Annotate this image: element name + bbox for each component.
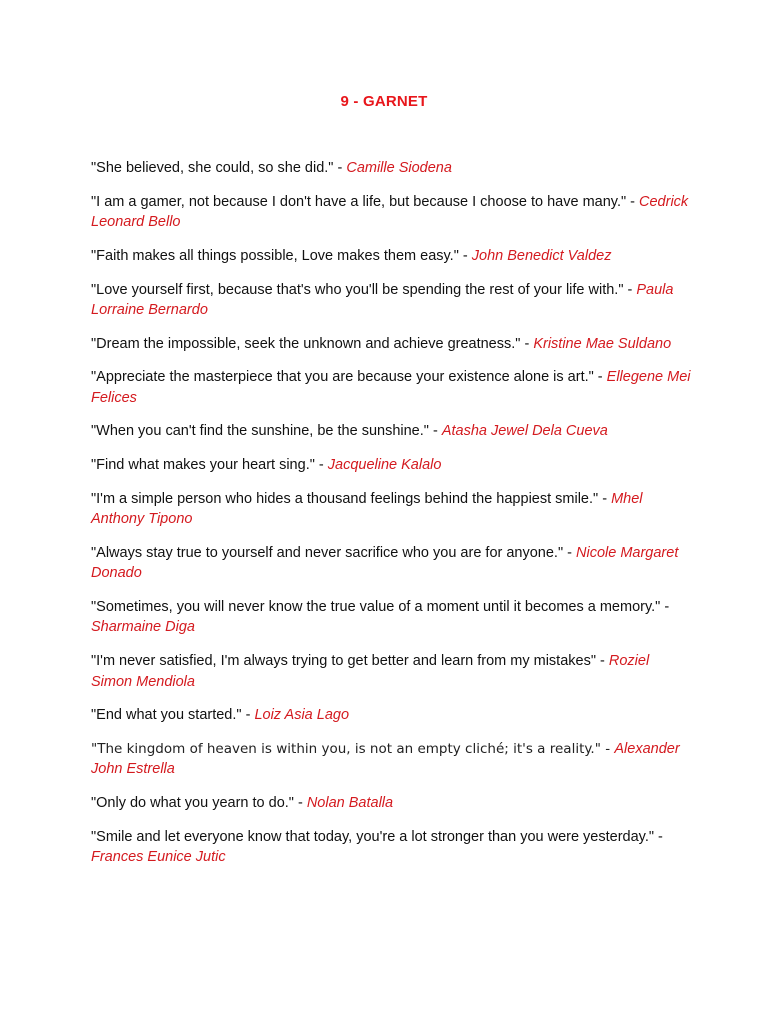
quote-text: "I'm a simple person who hides a thousand feelings behind the happiest smile." -	[91, 490, 612, 507]
quote-item	[91, 421, 691, 441]
quote-text: "Appreciate the masterpiece that you are because your existence alone is art." -	[91, 369, 607, 386]
quote-author: Frances Eunice Jutic	[91, 849, 226, 866]
quote-item	[91, 455, 691, 475]
quote-item	[91, 793, 691, 813]
quote-item	[91, 597, 691, 638]
quote-text: "Only do what you yearn to do." -	[91, 795, 307, 812]
quote-author: Loiz Asia Lago	[254, 707, 350, 724]
quote-item	[91, 280, 691, 321]
quote-text: "Dream the impossible, seek the unknown and achieve greatness." -	[91, 335, 534, 352]
quote-item	[91, 651, 691, 692]
quote-author: Atasha Jewel Dela Cueva	[441, 423, 608, 440]
quote-author: Cedrick Leonard Bello	[91, 193, 689, 231]
quote-text: "Find what makes your heart sing." -	[91, 457, 328, 474]
quote-author: Kristine Mae Suldano	[533, 335, 672, 352]
quote-author: Jacqueline Kalalo	[327, 457, 442, 474]
quote-item	[91, 367, 691, 408]
quote-item	[91, 705, 691, 725]
quote-item	[91, 246, 691, 266]
quote-author: Roziel Simon Mendiola	[91, 653, 650, 690]
quote-item	[91, 489, 691, 530]
quote-text: "Love yourself first, because that's who you'll be spending the rest of your life with." -	[91, 281, 637, 298]
quote-text: "The kingdom of heaven is within you, is not an empty cliché; it's a reality." -	[91, 740, 615, 757]
quote-text: "End what you started." -	[91, 707, 255, 724]
quote-text: "I'm never satisfied, I'm always trying to get better and learn from my mistakes" -	[91, 653, 609, 670]
quote-author: Mhel Anthony Tipono	[91, 490, 643, 528]
quote-author: Paula Lorraine Bernardo	[91, 281, 674, 318]
quote-text: "Smile and let everyone know that today, you're a lot stronger than you were yesterday." -	[91, 828, 663, 845]
quote-author: John Benedict Valdez	[471, 247, 612, 264]
quote-item	[91, 334, 691, 354]
quote-text: "I am a gamer, not because I don't have a life, but because I choose to have many." -	[91, 193, 640, 210]
quote-author: Alexander John Estrella	[91, 740, 680, 778]
quote-list	[91, 158, 691, 881]
quote-text: "Always stay true to yourself and never sacrifice who you are for anyone." -	[91, 544, 576, 561]
quote-item	[91, 158, 691, 178]
quote-text: "She believed, she could, so she did." -	[91, 160, 347, 176]
quote-item	[91, 739, 691, 780]
quote-author: Nolan Batalla	[306, 795, 394, 812]
quote-text: "Faith makes all things possible, Love makes them easy." -	[91, 247, 472, 264]
quote-author: Ellegene Mei Felices	[91, 369, 691, 406]
quote-item	[91, 192, 691, 233]
quote-author: Camille Siodena	[346, 160, 452, 176]
quote-text: "Sometimes, you will never know the true value of a moment until it becomes a memory." -	[91, 599, 670, 616]
page-title: 9 - GARNET	[340, 93, 428, 110]
quote-author: Sharmaine Diga	[91, 619, 195, 636]
quote-item	[91, 827, 691, 868]
quote-text: "When you can't find the sunshine, be the sunshine." -	[91, 423, 442, 440]
quote-item	[91, 543, 691, 584]
quote-author: Nicole Margaret Donado	[91, 544, 679, 582]
